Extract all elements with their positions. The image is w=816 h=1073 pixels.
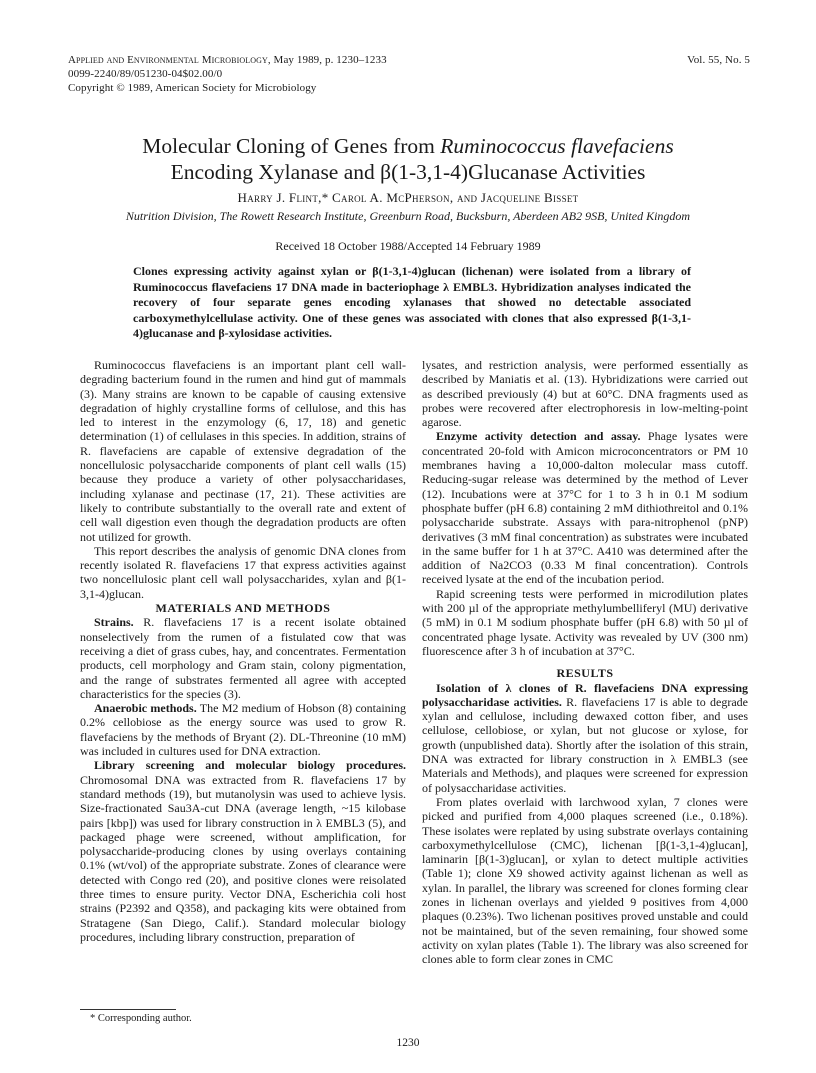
paragraph-text: R. flavefaciens 17 is able to degrade xylan and cellulose, including dewaxed cotton fiber, and uses cellulose, cellobiose, or xylan, but not glucose or xylose, for growth (unpublished data). Shortly after the isolation of this strain, DNA was extracted for library construction in λ EMBL3 (see Materials and Methods), and plaques were screened for expression of polysaccharidase activities. (422, 694, 749, 795)
paragraph-text: Phage lysates were concentrated 20-fold with Amicon microconcentrators or PM 10 membranes having a 10,000-dalton molecular mass cutoff. Reducing-sugar release was determined by the method of Lever (12). Incubations were at 37°C for 1 to 3 h in 0.1 M sodium phosphate buffer (pH 6.8) containing 2 mM dithiothreitol and 0.1% polysaccharide substrate. Assays with para-nitrophenol (pNP) derivatives (3 mM final concentration) as substrates were incubated in the same buffer for 1 h at 37°C. A410 was determined after the addition of Na2CO3 (0.33 M final concentration). Controls received lysate at the end of the incubation period. (422, 429, 748, 587)
running-header-left (68, 53, 387, 95)
section-heading: RESULTS (556, 666, 614, 681)
paragraph: Rapid screening tests were performed in microdilution plates with 200 µl of the appropriate methylumbelliferyl (MU) derivative (5 mM) in 0.1 M sodium phosphate buffer (pH 6.8) with 50 µl of concentrated phage lysate. Activity was revealed by UV (300 nm) fluorescence after 3 h of incubation at 37°C. (422, 586, 748, 658)
affiliation: Nutrition Division, The Rowett Research Institute, Greenburn Road, Bucksburn, Aberdeen AB2 9SB, United Kingdom (125, 209, 691, 223)
paragraph (422, 429, 748, 586)
received-date: Received 18 October 1988/Accepted 14 February 1989 (275, 239, 541, 253)
paragraph: From plates overlaid with larchwood xylan, 7 clones were picked and purified from 4,000 plaques screened (i.e., 0.18%). These isolates were replated by using substrate overlays containing carboxymethylcellulose (CMC), lichenan [β(1-3,1-4)glucan], laminarin [β(1-3)glucan], or xylan to detect multiple activities (Table 1); clone X9 showed activity against lichenan as well as xylan. In parallel, the library was screened for clones forming clear zones in lichenan overlays and yielded 9 positives from 4,000 plaques (0.23%). Two lichenan positives proved unstable and could not be maintained, but of the seven remaining, four showed some activity on xylan plates (Table 1). The library was also screened for clones able to form clear zones in CMC (422, 794, 748, 967)
footnote: * Corresponding author. (90, 1013, 192, 1024)
abstract: Clones expressing activity against xylan or β(1-3,1-4)glucan (lichenan) were isolated from a library of Ruminococcus flavefaciens 17 DNA made in bacteriophage λ EMBL3. Hybridization analyses indicated the recovery of four separate genes encoding xylanases that showed no detectable associated carboxymethylcellulase activity. One of these genes was associated with clones that also expressed β(1-3,1-4)glucanase and β-xylosidase activities. (133, 264, 691, 341)
paragraph-text: Chromosomal DNA was extracted from R. flavefaciens 17 by standard methods (19), but mutanolysin was used to achieve lysis. Size-fractionated Sau3A-cut DNA (average length, ~15 kilobase pairs [kbp]) was used for library construction in λ EMBL3 (5), and packaged phage were screened, without amplification, for polysaccharide-producing clones by using overlays containing 0.1% (wt/vol) of the appropriate substrate. Zones of clearance were detected with Congo red (20), and positive clones were reisolated three times to ensure purity. Vector DNA, Escherichia coli host strains (P2392 and Q358), and packaging kits were obtained from Stratagene (San Diego, Calif.). Standard molecular biology procedures, including library construction, preparation of (80, 772, 406, 944)
paragraph (80, 701, 406, 758)
paragraph (80, 758, 406, 944)
authors: Harry J. Flint,* Carol A. McPherson, and Jacqueline Bisset (237, 190, 579, 205)
subheading: Strains. (94, 615, 134, 630)
paragraph: Ruminococcus flavefaciens is an important plant cell wall-degrading bacterium found in the rumen and hind gut of mammals (3). Many strains are known to be capable of causing extensive degradation of highly crystalline forms of cellulose, and this has led to interest in the enzymology (6, 17, 18) and genetic determination (1) of cellulases in this species. In addition, strains of R. flavefaciens are capable of extensive degradation of the noncellulosic polysaccharide components of plant cell walls (15) because they produce a variety of other polysaccharidases, including xylanase and pectinase (17, 21). These activities are likely to contribute substantially to the overall rate and extent of cell wall digestion even though the degradation products are often not utilized for growth. (80, 358, 406, 544)
title-organism: Ruminococcus flavefaciens (440, 134, 674, 158)
right-column (422, 358, 748, 966)
paragraph (80, 615, 406, 701)
paragraph: lysates, and restriction analysis, were performed essentially as described by Maniatis et al. (13). Hybridizations were carried out as described previously (4) but at 60°C. DNA fragments used as probes were recovered after electrophoresis in low-melting-point agarose. (422, 358, 748, 430)
subheading: Isolation of λ clones of R. flavefaciens DNA expressing polysaccharidase activities. (422, 680, 748, 709)
article-code: 0099-2240/89/051230-04$02.00/0 (68, 68, 223, 80)
article-title (60, 133, 756, 185)
volume-issue: Vol. 55, No. 5 (687, 54, 750, 66)
title-part: Molecular Cloning of Genes from (142, 134, 441, 158)
page-number: 1230 (396, 1037, 420, 1049)
paragraph-text: The M2 medium of Hobson (8) containing 0.2% cellobiose as the energy source was used to grow R. flavefaciens by the methods of Bryant (2). DL-Threonine (10 mM) was included in cultures used for DNA extraction. (80, 701, 406, 759)
subheading: Anaerobic methods. (94, 701, 197, 716)
section-heading: MATERIALS AND METHODS (155, 601, 331, 616)
journal-name: Applied and Environmental Microbiology (68, 54, 268, 66)
paragraph-text: R. flavefaciens 17 is a recent isolate obtained nonselectively from the rumen of a fistulated cow that was receiving a diet of grass cubes, hay, and concentrates. Fermentation products, cell morphology and Gram stain, colony pigmentation, and the range of substrates fermented all agree with accepted characteristics for the species (3). (80, 615, 406, 701)
copyright: Copyright © 1989, American Society for Microbiology (68, 82, 317, 94)
footnote-rule (80, 1009, 176, 1010)
subheading: Enzyme activity detection and assay. (436, 429, 641, 444)
left-column (80, 358, 406, 944)
paragraph: This report describes the analysis of genomic DNA clones from recently isolated R. flavefaciens 17 that express activities against two noncellulosic plant cell wall polysaccharides, xylan and β(1-3,1-4)glucan. (80, 543, 406, 601)
title-line-2: Encoding Xylanase and β(1-3,1-4)Glucanase Activities (170, 160, 646, 184)
subheading: Library screening and molecular biology procedures. (94, 758, 406, 773)
issue-pages: , May 1989, p. 1230–1233 (267, 54, 387, 66)
paragraph (422, 681, 748, 795)
